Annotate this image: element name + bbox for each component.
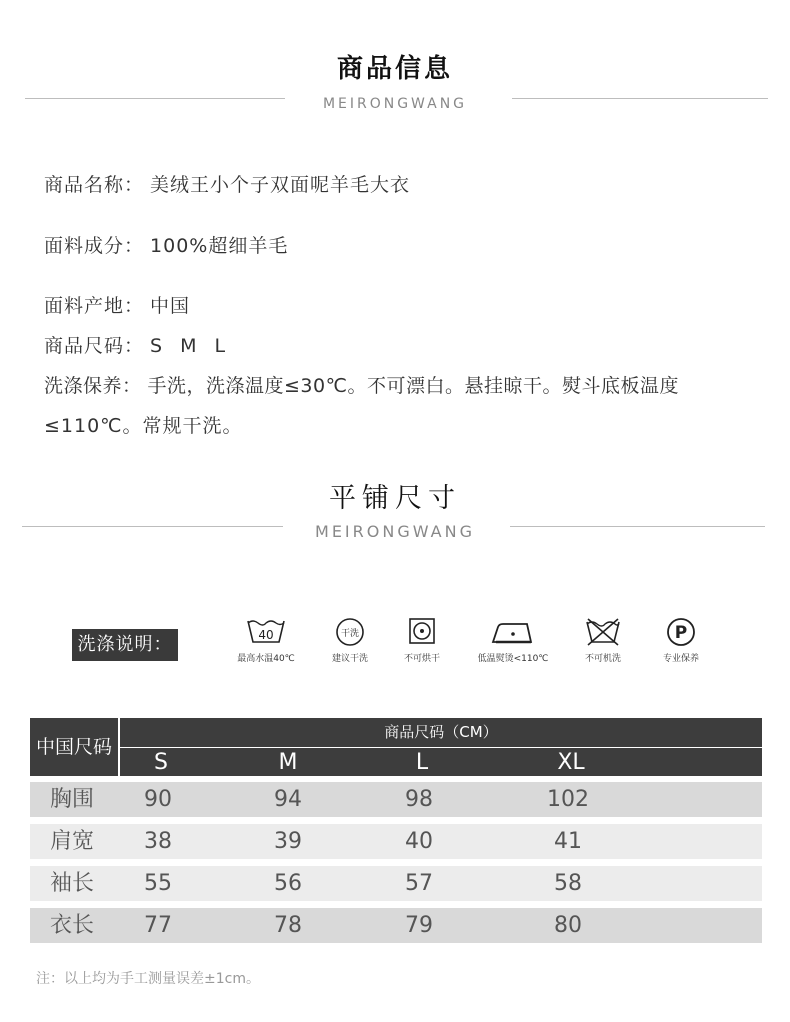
professional-care-icon [664, 615, 698, 647]
row-name: 衣长 [50, 913, 95, 938]
info-label: 商品尺码： [44, 335, 145, 357]
iron-low-icon [489, 615, 537, 647]
row-name: 袖长 [50, 871, 95, 896]
care-caption: 不可烘干 [403, 654, 440, 664]
size-header-s: S [154, 750, 168, 775]
hand-wash-icon [333, 615, 367, 647]
table-row [30, 908, 762, 943]
care-caption: 建议干洗 [331, 654, 368, 664]
size-header-m: M [278, 750, 298, 775]
row-name: 胸围 [50, 787, 95, 812]
table-cell: 40 [405, 829, 433, 854]
info-value: 100%超细羊毛 [150, 235, 289, 257]
product-info-title: 商品信息 [336, 54, 453, 84]
info-label: 面料产地： [44, 295, 145, 317]
info-fabric-composition [44, 231, 288, 258]
care-no-machine-wash [558, 615, 648, 664]
table-cell: 102 [547, 787, 589, 812]
divider-right [510, 526, 765, 527]
table-row [30, 824, 762, 859]
care-caption: 低温熨烫<110℃ [477, 654, 549, 664]
table-cell: 38 [144, 829, 172, 854]
info-label: 面料成分： [44, 235, 145, 257]
table-cell: 56 [274, 871, 302, 896]
care-caption: 不可机洗 [584, 654, 621, 664]
size-section-title: 平铺尺寸 [329, 483, 461, 514]
info-care [44, 371, 679, 398]
professional-care-text: P [674, 623, 688, 643]
info-care-continued: ≤110℃。常规干洗。 [44, 415, 243, 437]
info-value: 手洗，洗涤温度≤30℃。不可漂白。悬挂晾干。熨斗底板温度 [147, 375, 679, 397]
info-label: 洗涤保养： [44, 375, 142, 397]
dry-clean-text: 干洗 [340, 629, 360, 639]
care-caption: 最高水温40℃ [237, 654, 295, 664]
size-header-l: L [415, 750, 429, 775]
table-cell: 78 [274, 913, 302, 938]
no-machine-wash-icon [583, 615, 623, 647]
care-no-tumble-dry [377, 615, 467, 664]
care-wash-40 [221, 615, 311, 664]
table-cell: 58 [554, 871, 582, 896]
table-size-header-row [120, 748, 762, 776]
table-cell: 94 [274, 787, 302, 812]
info-product-name [44, 170, 410, 197]
info-value: 中国 [150, 295, 191, 317]
table-cell: 57 [405, 871, 433, 896]
table-cell: 79 [405, 913, 433, 938]
table-cell: 90 [144, 787, 172, 812]
table-cell: 98 [405, 787, 433, 812]
table-corner-header: 中国尺码 [30, 718, 118, 776]
care-iron-low [468, 615, 558, 664]
info-value: S M L [150, 335, 232, 357]
divider-right [512, 98, 768, 99]
no-tumble-dry-icon [405, 615, 439, 647]
info-label: 商品名称： [44, 174, 145, 196]
table-header: 商品尺码（CM） [120, 718, 762, 747]
size-section-subtitle: MEIRONGWANG [315, 522, 475, 541]
care-professional [636, 615, 726, 664]
wash-instructions-label: 洗涤说明： [72, 629, 178, 661]
product-info-subtitle: MEIRONGWANG [322, 96, 468, 112]
info-fabric-origin [44, 291, 190, 318]
care-caption: 专业保养 [662, 654, 699, 664]
table-cell: 39 [274, 829, 302, 854]
table-cell: 55 [144, 871, 172, 896]
info-value: 美绒王小个子双面呢羊毛大衣 [150, 174, 411, 196]
wash-40-icon [245, 615, 287, 647]
table-cell: 77 [144, 913, 172, 938]
measurement-note: 注：以上均为手工测量误差±1cm。 [36, 971, 260, 987]
table-row [30, 782, 762, 817]
info-product-size [44, 331, 231, 358]
row-name: 肩宽 [50, 829, 95, 854]
table-row [30, 866, 762, 901]
wash-temp-text: 40 [258, 628, 274, 642]
size-header-xl: XL [557, 750, 585, 775]
table-cell: 80 [554, 913, 582, 938]
table-cell: 41 [554, 829, 582, 854]
